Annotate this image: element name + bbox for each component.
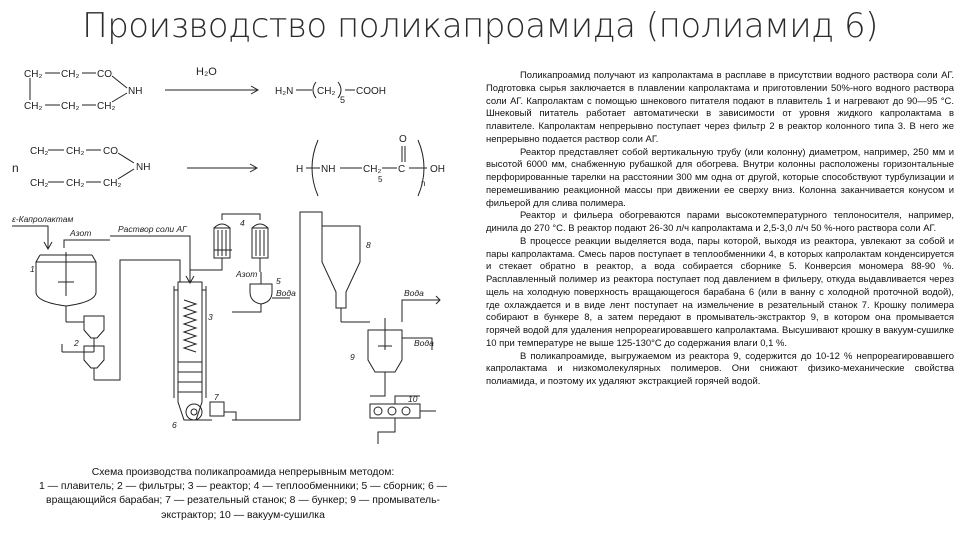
description-text <box>486 70 954 389</box>
cutter-7 <box>210 402 224 416</box>
water-label: H₂O <box>196 66 217 78</box>
reactor-3 <box>178 282 202 420</box>
caption-line: вращающийся барабан; 7 — резательный станок; 8 — бункер; 9 — промыватель- <box>46 495 440 507</box>
label-7: 7 <box>214 392 219 402</box>
label-nitrogen: Азот <box>70 228 92 238</box>
label-8: 8 <box>366 240 371 250</box>
formula-co: CO <box>97 69 112 80</box>
drum-6 <box>186 404 202 420</box>
formula-co: CO <box>103 146 118 157</box>
label-2: 2 <box>74 338 79 348</box>
formula-ch2: CH₂ <box>24 101 43 112</box>
label-caprolactam: ε-Капролактам <box>12 214 74 224</box>
bracket-left <box>313 82 316 98</box>
formula-ch2: CH₂ <box>66 178 85 189</box>
caption-line: 1 — плавитель; 2 — фильтры; 3 — реактор; 4 — теплообменники; 5 — сборник; 6 — <box>38 481 448 493</box>
label-10: 10 <box>408 394 418 404</box>
formula-c: C <box>398 164 406 175</box>
formula-ch2: CH₂ <box>24 69 43 80</box>
formula-h: H <box>296 164 304 175</box>
formula-ch2: CH₂ <box>61 101 80 112</box>
bunker-8 <box>322 226 360 308</box>
caption-line: Схема производства поликапроамида непрерывным методом: <box>91 467 395 478</box>
label-3: 3 <box>208 312 213 322</box>
formula-ch2: CH₂ <box>363 164 382 175</box>
label-water-2: Вода <box>404 288 424 298</box>
label-nitrogen-2: Азот <box>236 269 258 279</box>
paragraph: В поликапроамиде, выгружаемом из реактора 9, содержится до 10-12 % непрореагировавшего капролактама и низкомолекулярных полимеров. Они снижают физико-механические свойства полиамида, и поэтому их удаляют экстракцией горячей водой. <box>486 350 954 387</box>
formula-ch2: CH₂ <box>97 101 116 112</box>
filter-2-upper <box>84 316 104 338</box>
paragraph: Реактор представляет собой вертикальную трубу (или колонну) диаметром, например, 250 мм и высотой 6000 мм, снабженную рубашкой для обогрева. Внутри колонны расположены горизонтальные перфорированные тарелки на расстоянии 300 мм одна от другой, которые способствуют турбулизации и перемешиванию реакционной массы при движении ее сверху вниз. Колонна заканчивается конусом и фильерой для слива полимера. <box>486 146 954 209</box>
formula-nh: NH <box>128 86 143 97</box>
formula-h2n: H₂N <box>275 86 294 97</box>
coefficient-n: n <box>12 161 19 175</box>
subscript-n: n <box>421 179 426 188</box>
paragraph: Реактор и фильера обогреваются парами высокотемпературного теплоносителя, например, динила до 270 °С. В реактор подают 26-30 л/ч капролактама и 2,5-3,0 л/ч 50 %-ного раствора соли АГ. <box>486 210 954 234</box>
paragraph: В процессе реакции выделяется вода, пары которой, выходя из реактора, увлекают за собой и пары капролактама. Смесь паров поступает в теплообменники 4, в которых капролактам конденсируется и стекает обратно в реактор, а вода собирается сборнике 5. Конверсия мономера 88-90 %. Расплавленный полимер из реактора поступает под давлением в фильеру, откуда выдавливается через щель на холодную поверхность вращающегося барабана 6 (или в ванну с холодной проточной водой), где охлаждается и в виде лент поступает на измельчение в резательный станок 7. Крошку полимера собирают в бункере 8, а затем передают в промыватель-экстрактор 9, в котором она промывается горячей водой для удаления непрореагировавшего капролактама. Высушивают крошку в вакуум-сушилке 10 при температуре не выше 125-130°С до содержания влаги 0,1 %. <box>486 235 954 349</box>
formula-ch2: CH₂ <box>103 178 122 189</box>
collector-5 <box>250 284 272 304</box>
label-5: 5 <box>276 276 281 286</box>
label-6: 6 <box>172 420 177 430</box>
formula-cooh: COOH <box>356 86 386 97</box>
formula-ch2: CH₂ <box>61 69 80 80</box>
caption-line: экстрактор; 10 — вакуум-сушилка <box>161 509 325 521</box>
formula-ch2: CH₂ <box>66 146 85 157</box>
label-1: 1 <box>30 264 35 274</box>
formula-ch2: CH₂ <box>30 146 49 157</box>
formula-nh: NH <box>136 162 151 173</box>
formula-nh: NH <box>321 164 336 175</box>
vacuum-dryer-10 <box>370 404 420 418</box>
subscript-5: 5 <box>378 175 383 184</box>
formula-oh: OH <box>430 164 445 175</box>
label-4: 4 <box>240 218 245 228</box>
page-title: Производство поликапроамида (полиамид 6) <box>82 6 878 46</box>
label-9: 9 <box>350 352 355 362</box>
formula-o: O <box>399 134 407 145</box>
process-scheme <box>12 212 440 444</box>
formula-ch2: CH₂ <box>30 178 49 189</box>
formula-ch2: CH₂ <box>317 86 336 97</box>
figure-caption <box>8 466 478 523</box>
paragraph: Поликапроамид получают из капролактама в расплаве в присутствии водного раствора соли АГ. Подготовка сырья заключается в плавлении капролактама и приготовлении 50%-ного водного раствора соли АГ. Капролактам с помощью шнекового питателя подают в плавитель 1 и нагревают до 90—95 °С. Шнековый питатель работает автоматически в зависимости от уровня жидкого капролактама в плавителе. Капролактам непрерывно поступает через фильтр 2 в реактор колонного типа 3. В него же непрерывно подается раствор соли АГ. <box>486 70 954 145</box>
label-salt-solution: Раствор соли АГ <box>118 224 187 234</box>
label-water-3: Вода <box>414 338 434 348</box>
subscript-5: 5 <box>340 95 346 105</box>
label-water: Вода <box>276 288 296 298</box>
